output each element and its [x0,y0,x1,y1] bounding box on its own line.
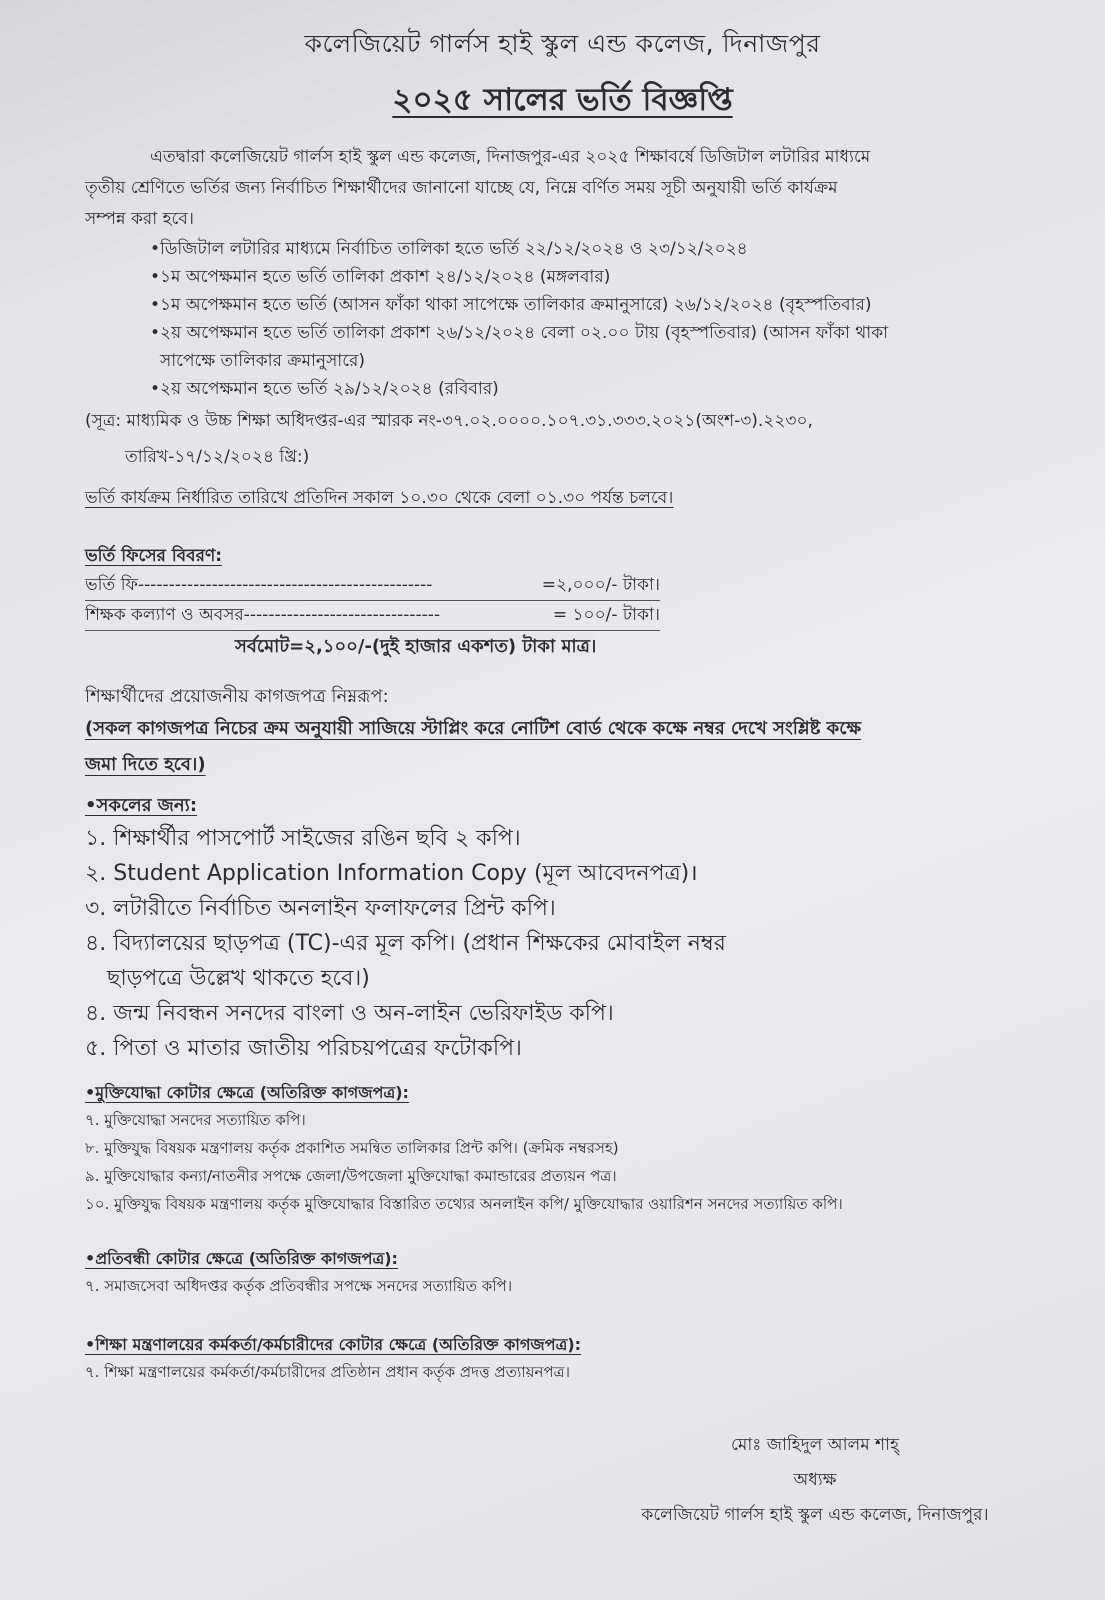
freedom-fighter-heading: •মুক্তিযোদ্ধা কোটার ক্ষেত্রে (অতিরিক্ত কাগজপত্র): [85,1083,409,1102]
schedule-item-1: •ডিজিটাল লটারির মাধ্যমে নির্বাচিত তালিকা হতে ভর্তি ২২/১২/২০২৪ ও ২৩/১২/২০২৪ [150,239,748,259]
fee-label: ভর্তি ফি [85,575,138,595]
signature-block [590,1428,1040,1533]
for-all-item-5: ৪. জন্ম নিবন্ধন সনদের বাংলা ও অন-লাইন ভেরিফাইড কপি। [85,1001,614,1026]
fee-amount: = ১০০/- টাকা। [552,605,660,625]
schedule-item-2: •১ম অপেক্ষমান হতে ভর্তি তালিকা প্রকাশ ২৪/১২/২০২৪ (মঙ্গলবার) [150,267,611,287]
for-all-heading: •সকলের জন্য: [85,795,198,816]
schedule-item-4-line-1: •২য় অপেক্ষমান হতে ভর্তি তালিকা প্রকাশ ২৬/১২/২০২৪ বেলা ০২.০০ টায় (বৃহস্পতিবার) (আসন ফাঁকা থাকা [150,323,889,343]
intro-paragraph [85,142,1040,235]
disability-item: ৭. সমাজসেবা অধিদপ্তর কর্তৃক প্রতিবন্ধীর সপক্ষে সনদের সত্যায়িত কপি। [85,1277,513,1295]
for-all-item-6: ৫. পিতা ও মাতার জাতীয় পরিচয়পত্রের ফটোকপি। [85,1036,522,1061]
intro-line-2: তৃতীয় শ্রেণিতে ভর্তির জন্য নির্বাচিত শিক্ষার্থীদের জানানো যাচ্ছে যে, নিম্নে বর্ণিত সময় সূচী অনুযায়ী ভর্তি কার্যক্রম [85,178,838,198]
fee-label: শিক্ষক কল্যাণ ও অবসর [85,605,244,625]
for-all-item-3: ৩. লটারীতে নির্বাচিত অনলাইন ফলাফলের প্রিন্ট কপি। [85,896,556,921]
schedule-item-5: •২য় অপেক্ষমান হতে ভর্তি ২৯/১২/২০২৪ (রবিবার) [150,379,499,399]
fee-amount: =২,০০০/- টাকা। [541,575,660,595]
for-all-item-4-line-2: ছাড়পত্রে উল্লেখ থাকতে হবে।) [107,966,370,991]
documents-heading: শিক্ষার্থীদের প্রয়োজনীয় কাগজপত্র নিম্নরূপ: [85,686,389,707]
documents-note-line-1: (সকল কাগজপত্র নিচের ক্রম অনুযায়ী সাজিয়ে স্টাপ্লিং করে নোটিশ বোর্ড থেকে কক্ষে নম্বর দেখে সংশ্লিষ্ট কক্ষে [85,718,862,739]
disability-list [85,1272,1040,1300]
freedom-fighter-item: ১০. মুক্তিযুদ্ধ বিষয়ক মন্ত্রণালয় কর্তৃক মুক্তিযোদ্ধার বিস্তারিত তথ্যের অনলাইন কপি/ মুক্তিযোদ্ধার ওয়ারিশন সনদের সত্যায়িত কপি। [85,1195,843,1213]
education-ministry-heading: •শিক্ষা মন্ত্রণালয়ের কর্মকর্তা/কর্মচারীদের কোটার ক্ষেত্রে (অতিরিক্ত কাগজপত্র): [85,1335,582,1354]
education-ministry-item: ৭. শিক্ষা মন্ত্রণালয়ের কর্মকর্তা/কর্মচারীদের প্রতিষ্ঠান প্রধান কর্তৃক প্রদত্ত প্রত্যায়নপত্র। [85,1363,571,1381]
freedom-fighter-item: ৮. মুক্তিযুদ্ধ বিষয়ক মন্ত্রণালয় কর্তৃক প্রকাশিত সমন্বিত তালিকার প্রিন্ট কপি। (ক্রমিক নম্বরসহ) [85,1139,619,1157]
notice-content [85,0,1040,1533]
fee-row-welfare [85,601,660,631]
documents-note-line-2: জমা দিতে হবে।) [85,754,206,775]
for-all-item-4-line-1: ৪. বিদ্যালয়ের ছাড়পত্র (TC)-এর মূল কপি। (প্রধান শিক্ষকের মোবাইল নম্বর [85,931,726,956]
fee-leader: ------------------------------------------------ [137,575,433,595]
for-all-list [85,821,1040,1066]
source-reference [85,403,1040,475]
disability-heading: •প্রতিবন্ধী কোটার ক্ষেত্রে (অতিরিক্ত কাগজপত্র): [85,1249,398,1268]
notice-title: ২০২৫ সালের ভর্তি বিজ্ঞপ্তি [392,82,733,118]
fee-row-admission [85,571,660,601]
admission-hours: ভর্তি কার্যক্রম নির্ধারিত তারিখে প্রতিদিন সকাল ১০.৩০ থেকে বেলা ০১.৩০ পর্যন্ত চলবে। [85,488,674,508]
freedom-fighter-list [85,1106,1040,1218]
education-ministry-list [85,1358,1040,1386]
schedule-item-4 [150,319,1040,375]
documents-note [85,711,1040,783]
fee-table [85,571,660,631]
fee-total: সর্বমোট=২,১০০/-(দুই হাজার একশত) টাকা মাত্র। [235,636,597,657]
fee-leader: -------------------------------- [243,605,441,625]
signatory-institution: কলেজিয়েট গার্লস হাই স্কুল এন্ড কলেজ, দিনাজপুর। [641,1505,989,1525]
freedom-fighter-item: ৯. মুক্তিযোদ্ধার কন্যা/নাতনীর সপক্ষে জেলা/উপজেলা মুক্তিযোদ্ধা কমান্ডারের প্রত্যয়ন পত্র। [85,1167,617,1185]
source-reference-line-2: তারিখ-১৭/১২/২০২৪ খ্রি:) [125,447,310,467]
for-all-item-1: ১. শিক্ষার্থীর পাসপোর্ট সাইজের রঙিন ছবি ২ কপি। [85,826,521,851]
source-reference-line-1: (সূত্র: মাধ্যমিক ও উচ্চ শিক্ষা অধিদপ্তর-এর স্মারক নং-৩৭.০২.০০০০.১০৭.৩১.৩৩৩.২০২১(অংশ-৩).২২৩০, [85,411,813,431]
intro-line-1: এতদ্বারা কলেজিয়েট গার্লস হাই স্কুল এন্ড কলেজ, দিনাজপুর-এর ২০২৫ শিক্ষাবর্ষে ডিজিটাল লটারির মাধ্যমে [150,147,871,167]
schedule-list [85,235,1040,403]
freedom-fighter-item: ৭. মুক্তিযোদ্ধা সনদের সত্যায়িত কপি। [85,1111,306,1129]
intro-line-3: সম্পন্ন করা হবে। [85,209,194,229]
signatory-name: মোঃ জাহিদুল আলম শাহ্ [731,1435,899,1455]
schedule-item-4-line-2: সাপেক্ষে তালিকার ক্রমানুসারে) [160,351,366,371]
schedule-item-3: •১ম অপেক্ষমান হতে ভর্তি (আসন ফাঁকা থাকা সাপেক্ষে তালিকার ক্রমানুসারে) ২৬/১২/২০২৪ (বৃহস্পতিবার) [150,295,872,315]
for-all-item-2: ২. Student Application Information Copy (মূল আবেদনপত্র)। [85,861,698,886]
fee-heading: ভর্তি ফিসের বিবরণ: [85,546,223,566]
signatory-designation: অধ্যক্ষ [793,1470,837,1490]
school-name: কলেজিয়েট গার্লস হাই স্কুল এন্ড কলেজ, দিনাজপুর [304,29,821,58]
for-all-item-4 [85,926,1040,996]
